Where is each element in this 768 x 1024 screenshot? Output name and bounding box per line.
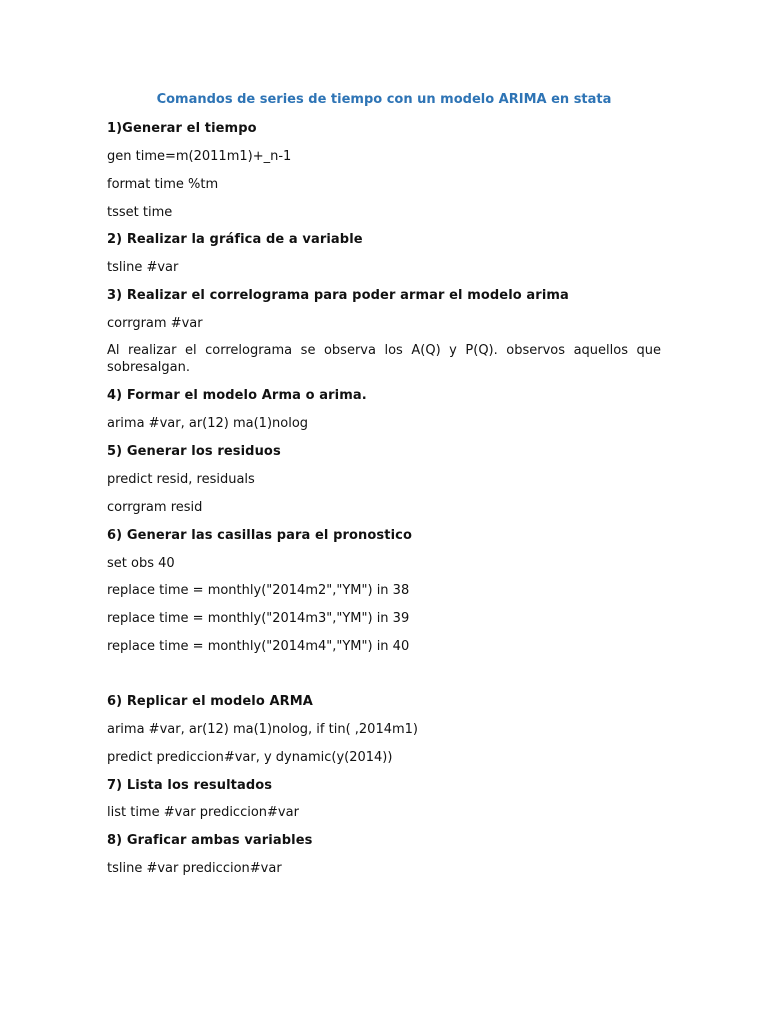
code-line: predict prediccion#var, y dynamic(y(2014)) <box>107 750 393 765</box>
code-line: arima #var, ar(12) ma(1)nolog, if tin( ,2014m1) <box>107 722 418 737</box>
heading-generar-casillas: 6) Generar las casillas para el pronostico <box>107 528 412 543</box>
code-line: tsline #var prediccion#var <box>107 861 282 876</box>
code-line: replace time = monthly("2014m2","YM") in 38 <box>107 583 410 598</box>
code-line: replace time = monthly("2014m3","YM") in 39 <box>107 611 410 626</box>
paragraph-correlograma: Al realizar el correlograma se observa los A(Q) y P(Q). observos aquellos que sobresalgan. <box>107 343 661 375</box>
heading-graficar-variables: 8) Graficar ambas variables <box>107 833 313 848</box>
heading-generar-residuos: 5) Generar los residuos <box>107 444 281 459</box>
heading-formar-modelo: 4) Formar el modelo Arma o arima. <box>107 388 367 403</box>
code-line: gen time=m(2011m1)+_n-1 <box>107 149 292 164</box>
code-line: corrgram resid <box>107 500 203 515</box>
code-line: tsline #var <box>107 260 179 275</box>
code-line: arima #var, ar(12) ma(1)nolog <box>107 416 309 431</box>
code-line: tsset time <box>107 205 173 220</box>
code-line: replace time = monthly("2014m4","YM") in 40 <box>107 639 410 654</box>
code-line: corrgram #var <box>107 316 203 331</box>
code-line: list time #var prediccion#var <box>107 805 299 820</box>
heading-replicar-modelo: 6) Replicar el modelo ARMA <box>107 694 313 709</box>
heading-lista-resultados: 7) Lista los resultados <box>107 778 273 793</box>
heading-correlograma: 3) Realizar el correlograma para poder armar el modelo arima <box>107 288 569 303</box>
code-line: set obs 40 <box>107 556 175 571</box>
heading-realizar-grafica: 2) Realizar la gráfica de a variable <box>107 232 363 247</box>
document-title: Comandos de series de tiempo con un modelo ARIMA en stata <box>156 92 612 107</box>
heading-generar-tiempo: 1)Generar el tiempo <box>107 121 257 136</box>
code-line: format time %tm <box>107 177 219 192</box>
code-line: predict resid, residuals <box>107 472 255 487</box>
